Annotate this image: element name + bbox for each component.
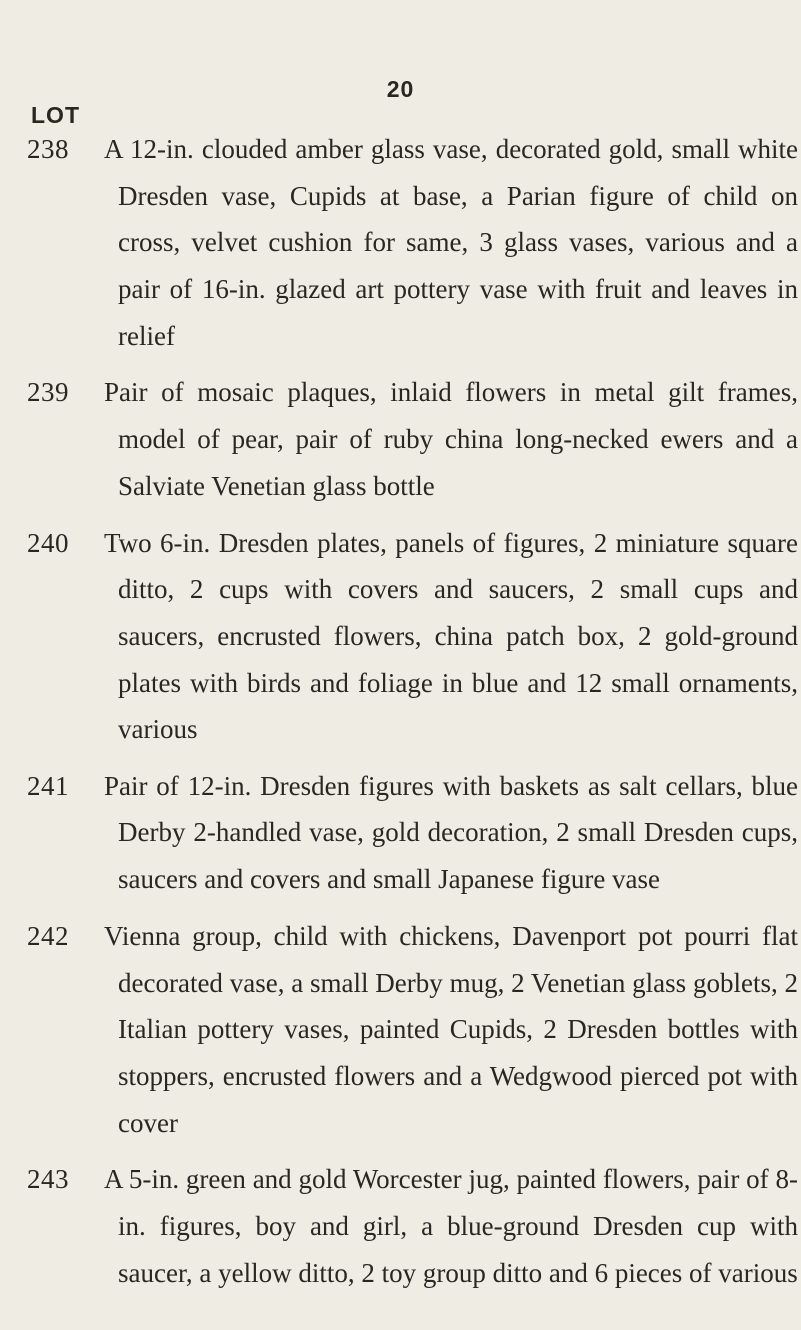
lot-number: 239 — [27, 377, 69, 408]
lot-description: A 5-in. green and gold Worcester jug, painted flowers, pair of 8-in. figures, boy and girl, a blue-ground Dresden cup with saucer, a yellow ditto, 2 toy group ditto and 6 pieces of various — [104, 1164, 798, 1288]
lot-description: A 12-in. clouded amber glass vase, decorated gold, small white Dresden vase, Cupids at base, a Parian figure of child on cross, velvet cushion for same, 3 glass vases, various and a pair of 16-in. glazed art pottery vase with fruit and leaves in relief — [104, 134, 798, 351]
lot-description: Two 6-in. Dresden plates, panels of figures, 2 miniature square ditto, 2 cups with covers and saucers, 2 small cups and saucers, encrusted flowers, china patch box, 2 gold-ground plates with birds and foliage in blue and 12 small ornaments, various — [104, 527, 798, 745]
page-number: 20 — [386, 76, 415, 102]
lot-description: Vienna group, child with chickens, Davenport pot pourri flat decorated vase, a small Derby mug, 2 Venetian glass goblets, 2 Italian pottery vases, painted Cupids, 2 Dresden bottles with stoppers, encrusted flowers and a Wedgwood pierced pot with cover — [104, 921, 798, 1138]
lot-column-heading: LOT — [31, 102, 80, 128]
lot-number: 241 — [27, 770, 69, 801]
lot-description: Pair of mosaic plaques, inlaid flowers in metal gilt frames, model of pear, pair of ruby china long-necked ewers and a Salviate Venetian glass bottle — [104, 377, 798, 501]
lot-number: 242 — [27, 921, 69, 952]
lot-description: Pair of 12-in. Dresden figures with baskets as salt cellars, blue Derby 2-handled vase, gold decoration, 2 small Dresden cups, saucers and covers and small Japanese figure vase — [104, 770, 798, 895]
lot-number: 240 — [27, 527, 69, 558]
lot-number: 243 — [27, 1164, 69, 1195]
lot-number: 238 — [27, 134, 69, 164]
